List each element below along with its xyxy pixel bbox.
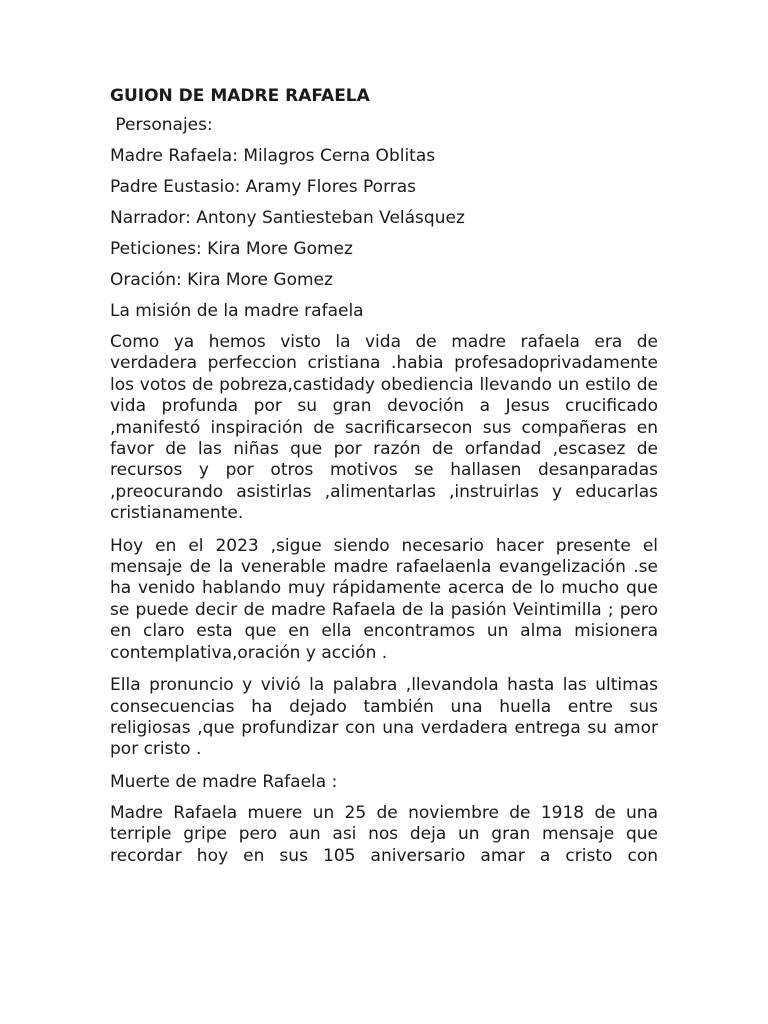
paragraph-palabra: Ella pronuncio y vivió la palabra ,llevandola hasta las ultimas consecuencias ha dejado también una huella entre sus religiosas ,que profundizar con una verdadera entrega su amor por cristo .: [110, 675, 658, 760]
document-body: [110, 86, 658, 878]
personajes-heading: Personajes:: [110, 115, 213, 135]
character-line: Madre Rafaela: Milagros Cerna Oblitas: [110, 146, 436, 166]
paragraph-hoy: Hoy en el 2023 ,sigue siendo necesario hacer presente el mensaje de la venerable madre rafaelaenla evangelización .se ha venido hablando muy rápidamente acerca de lo mucho que se puede decir de madre Rafaela de la pasión Veintimilla ; pero en claro esta que en ella encontramos un alma misionera contemplativa,oración y acción .: [110, 535, 658, 663]
paragraph-muerte: Madre Rafaela muere un 25 de noviembre de 1918 de una terriple gripe pero aun asi nos deja un gran mensaje que recordar hoy en sus 105 aniversario amar a cristo con: [110, 802, 658, 866]
character-line: Peticiones: Kira More Gomez: [110, 239, 353, 259]
character-line: Padre Eustasio: Aramy Flores Porras: [110, 177, 417, 197]
document-title: GUION DE MADRE RAFAELA: [110, 86, 370, 106]
character-line: Oración: Kira More Gomez: [110, 270, 333, 290]
character-line: Narrador: Antony Santiesteban Velásquez: [110, 208, 465, 228]
paragraph-mision: Como ya hemos visto la vida de madre rafaela era de verdadera perfeccion cristiana .habia profesadoprivadamente los votos de pobreza,castidady obediencia llevando un estilo de vida profunda por su gran devoción a Jesus crucificado ,manifestó inspiración de sacrificarsecon sus compañeras en favor de las niñas que por razón de orfandad ,escasez de recursos y por otros motivos se hallasen desanparadas ,preocurando asistirlas ,alimentarlas ,instruirlas y educarlas cristianamente.: [110, 332, 658, 524]
section-heading-mision: La misión de la madre rafaela: [110, 301, 364, 321]
section-heading-muerte: Muerte de madre Rafaela :: [110, 771, 338, 792]
